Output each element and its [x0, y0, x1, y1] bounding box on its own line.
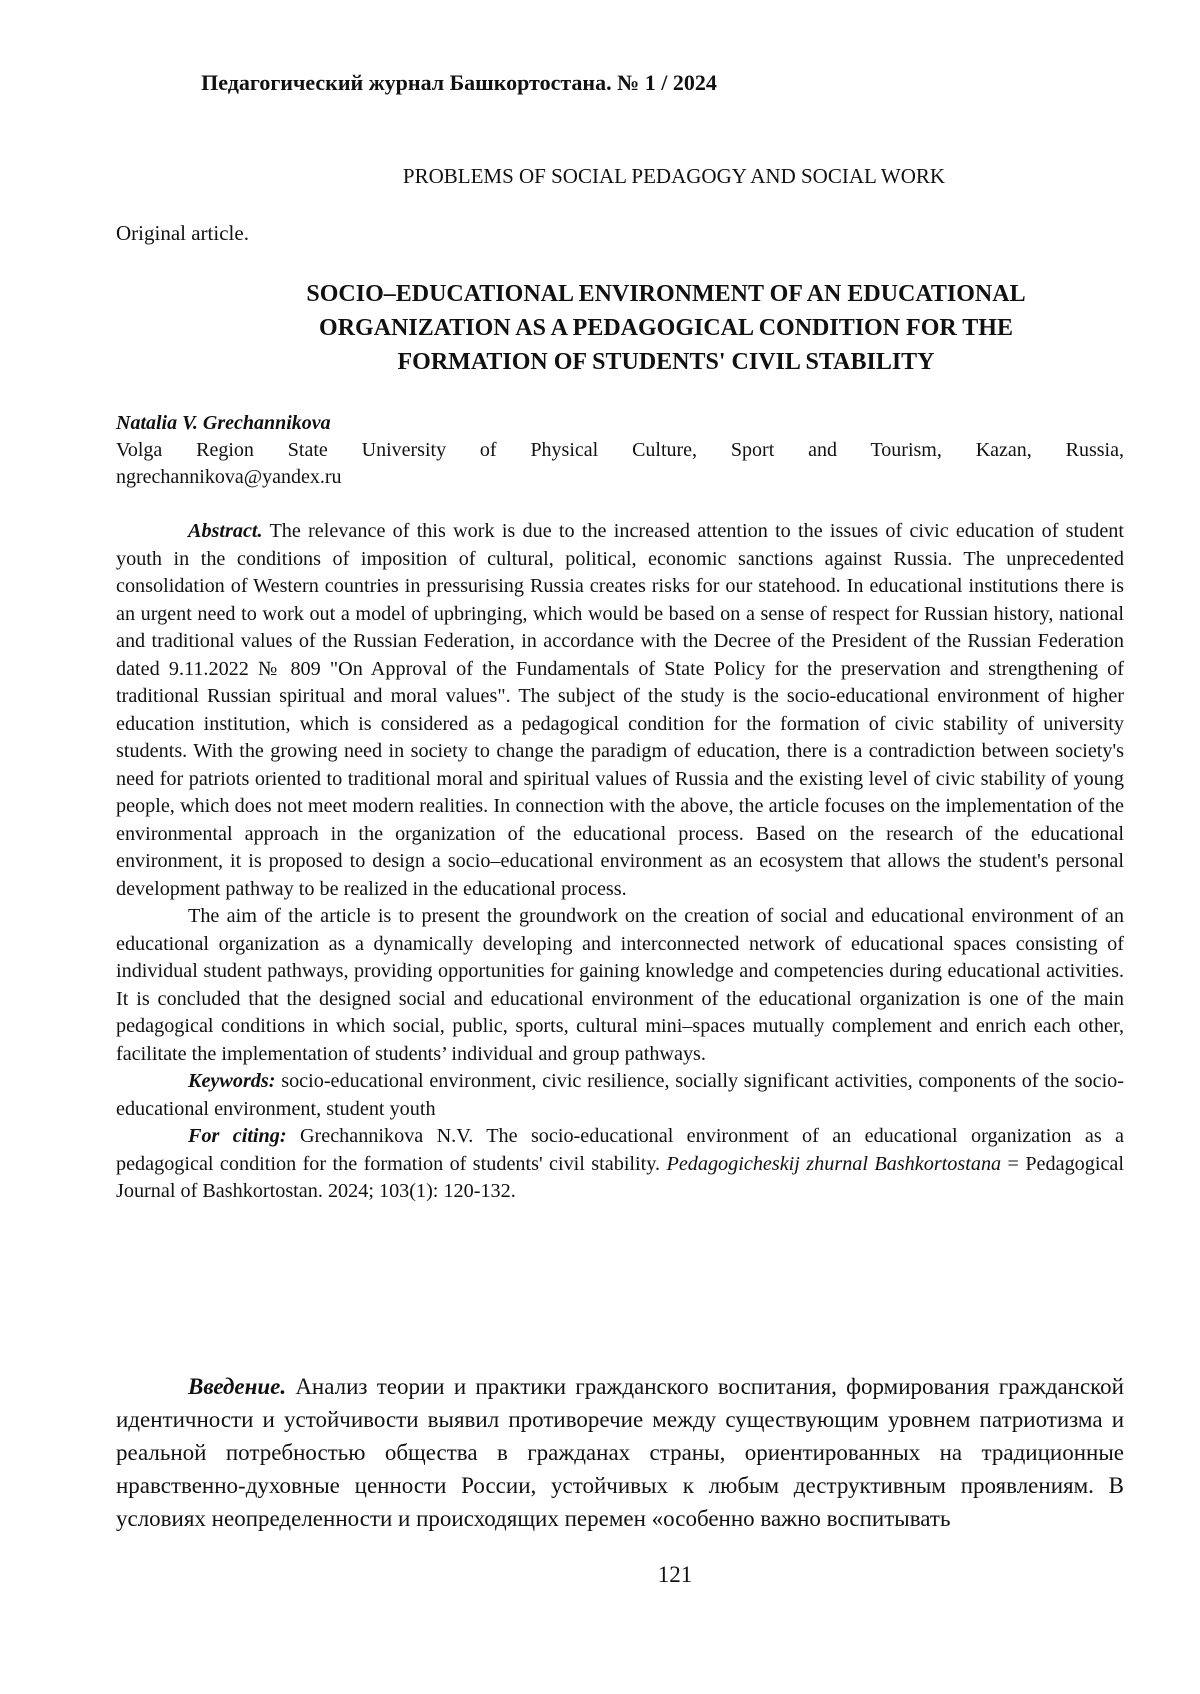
- article-title: [116, 277, 1124, 379]
- introduction-text: Анализ теории и практики гражданского воспитания, формирования гражданской идентичности и устойчивости выявил противоречие между существующим уровнем патриотизма и реальной потребностью общества в гражданах страны, ориентированных на традиционные нравственно-духовные ценности России, устойчивых к любым деструктивным проявлениям. В условиях неопределенности и происходящих перемен «особенно важно воспитывать: [116, 1374, 1124, 1531]
- introduction-label: Введение.: [188, 1374, 287, 1399]
- citing-tail: = Pedagogical Journal of Bashkortostan. 2024; 103(1): 120-132.: [116, 1152, 1124, 1202]
- keywords-text: socio-educational environment, civic resilience, socially significant activities, components of the socio-educational environment, student youth: [116, 1070, 1124, 1120]
- author-name: Natalia V. Grechannikova: [116, 412, 331, 434]
- journal-header: Педагогический журнал Башкортостана. № 1 / 2024: [201, 70, 717, 95]
- author-affiliation: Volga Region State University of Physical Culture, Sport and Tourism, Kazan, Russia,: [116, 439, 1124, 461]
- author-block: [116, 410, 1124, 491]
- abstract-paragraph-1: [116, 518, 1124, 903]
- abstract-label: Abstract.: [188, 520, 263, 542]
- citing-text: Grechannikova N.V. The socio-educational environment of an educational organization as a pedagogical condition for the formation of students' civil stability.: [116, 1125, 1124, 1175]
- introduction-paragraph: [116, 1370, 1124, 1535]
- author-email: ngrechannikova@yandex.ru: [116, 466, 342, 488]
- citation: [116, 1123, 1124, 1206]
- section-title: PROBLEMS OF SOCIAL PEDAGOGY AND SOCIAL WORK: [402, 164, 946, 188]
- introduction: [116, 1370, 1124, 1535]
- keywords: [116, 1068, 1124, 1123]
- abstract-paragraph-2: The aim of the article is to present the groundwork on the creation of social and educational environment of an educational organization as a dynamically developing and interconnected network of educational spaces consisting of individual student pathways, providing opportunities for gaining knowledge and competencies during educational activities. It is concluded that the designed social and educational environment of the educational organization is one of the main pedagogical conditions in which social, public, sports, cultural mini–spaces mutually complement and enrich each other, facilitate the implementation of students’ individual and group pathways.: [116, 905, 1124, 1065]
- title-line-1: SOCIO–EDUCATIONAL ENVIRONMENT OF AN EDUCATIONAL: [306, 281, 1026, 307]
- page-number: 121: [657, 1562, 693, 1587]
- abstract-text-1: The relevance of this work is due to the increased attention to the issues of civic education of student youth in the conditions of imposition of cultural, political, economic sanctions against Russia. The unprecedented consolidation of Western countries in pressurising Russia creates risks for our statehood. In educational institutions there is an urgent need to work out a model of upbringing, which would be based on a sense of respect for Russian history, national and traditional values of the Russian Federation, in accordance with the Decree of the President of the Russian Federation dated 9.11.2022 № 809 "On Approval of the Fundamentals of State Policy for the preservation and strengthening of traditional Russian spiritual and moral values". The subject of the study is the socio-educational environment of higher education institution, which is considered as a pedagogical condition for the formation of civic stability of university students. With the growing need in society to change the paradigm of education, there is a contradiction between society's need for patriots oriented to traditional moral and spiritual values of Russia and the existing level of civic stability of young people, which does not meet modern realities. In connection with the above, the article focuses on the implementation of the environmental approach in the organization of the educational process. Based on the research of the educational environment, it is proposed to design a socio–educational environment as an ecosystem that allows the student's personal development pathway to be realized in the educational process.: [116, 520, 1124, 900]
- title-line-3: FORMATION OF STUDENTS' CIVIL STABILITY: [397, 349, 935, 375]
- article-type: Original article.: [116, 221, 249, 245]
- abstract: [116, 518, 1124, 1206]
- citing-journal: Pedagogicheskij zhurnal Bashkortostana: [666, 1152, 1002, 1175]
- keywords-label: Keywords:: [188, 1070, 276, 1092]
- title-line-2: ORGANIZATION AS A PEDAGOGICAL CONDITION FOR THE: [319, 315, 1013, 341]
- citing-label: For citing:: [188, 1125, 287, 1147]
